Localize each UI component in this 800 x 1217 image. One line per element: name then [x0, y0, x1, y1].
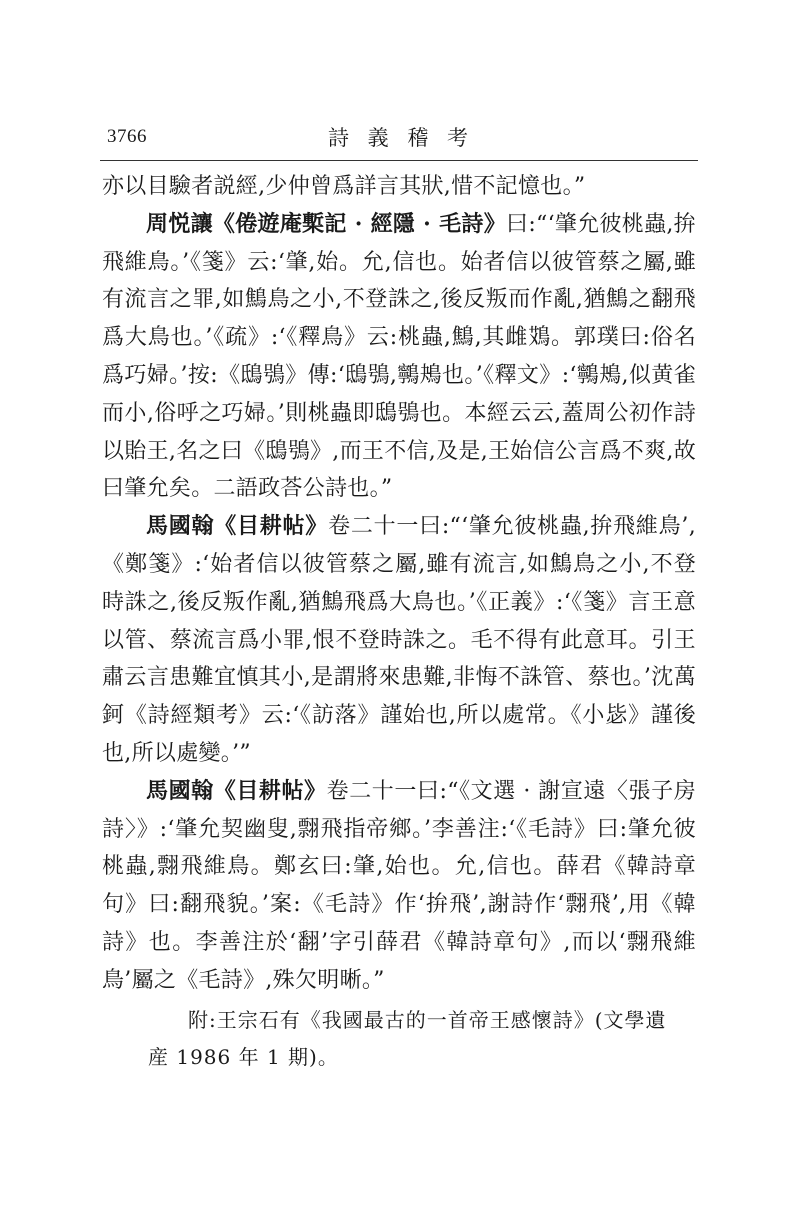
page-body	[102, 168, 696, 1076]
source-citation: 馬國翰《目耕帖》	[146, 777, 327, 804]
paragraph-text: 曰:“‘肇允彼桃蟲,拚飛維鳥。’《箋》云:‘肇,始。允,信也。始者信以彼管蔡之屬,雖有流言之罪,如鷦鳥之小,不登誅之,後反叛而作亂,猶鷦之翻飛爲大鳥也。’《疏》:‘《釋鳥》云:桃蟲,鷦,其雌鴱。郭璞曰:俗名爲巧婦。’按:《鴟鴞》傳:‘鴟鴞,鸋鴂也。’《釋文》:‘鸋鴂,似黄雀而小,俗呼之巧婦。’則桃蟲即鴟鴞也。本經云云,蓋周公初作詩以貽王,名之曰《鴟鴞》,而王不信,及是,王始信公言爲不爽,故曰肇允矣。二語政荅公詩也。”	[102, 211, 696, 502]
paragraph-zhou-yuerang	[102, 206, 696, 508]
appendix-note	[102, 1002, 696, 1076]
paragraph-text: 卷二十一曰:“‘肇允彼桃蟲,拚飛維鳥’,《鄭箋》:‘始者信以彼管蔡之屬,雖有流言,如鷦鳥之小,不登時誅之,後反叛作亂,猶鷦飛爲大鳥也。’《正義》:‘《箋》言王意以管、蔡流言爲小罪,恨不登時誅之。毛不得有此意耳。引王肅云言患難宜慎其小,是謂將來患難,非悔不誅管、蔡也。’沈萬鈳《詩經類考》云:‘《訪落》謹始也,所以處常。《小毖》謹後也,所以處變。’”	[102, 514, 696, 766]
page-header	[107, 122, 695, 156]
appendix-line-1: 附:王宗石有《我國最古的一首帝王感懷詩》(文學遺	[188, 1007, 667, 1032]
paragraph-ma-guohan-1	[102, 508, 696, 773]
appendix-line-2: 産 1986 年 1 期)。	[148, 1044, 339, 1069]
header-rule	[100, 160, 698, 161]
page-number: 3766	[107, 126, 147, 147]
paragraph-continuation	[102, 168, 696, 206]
book-title: 詩 義 稽 考	[327, 126, 475, 150]
paragraph-text: 卷二十一曰:“《文選 · 謝宣遠〈張子房詩〉》:‘肇允契幽叟,翲飛指帝鄉。’李善注:‘《毛詩》曰:肇允彼桃蟲,翲飛維鳥。鄭玄曰:肇,始也。允,信也。薛君《韓詩章句》曰:翻飛貌。’案:《毛詩》作‘拚飛’,謝詩作‘翲飛’,用《韓詩》也。李善注於‘翻’字引薛君《韓詩章句》,而以‘翲飛維鳥’屬之《毛詩》,殊欠明晰。”	[102, 778, 697, 993]
source-citation: 周悦讓《倦遊庵槧記 · 經隱 · 毛詩》	[146, 210, 507, 237]
source-citation: 馬國翰《目耕帖》	[146, 513, 329, 540]
paragraph-ma-guohan-2	[102, 773, 696, 1000]
paragraph-text: 亦以目驗者説經,少仲曾爲詳言其狀,惜不記憶也。”	[102, 174, 586, 199]
